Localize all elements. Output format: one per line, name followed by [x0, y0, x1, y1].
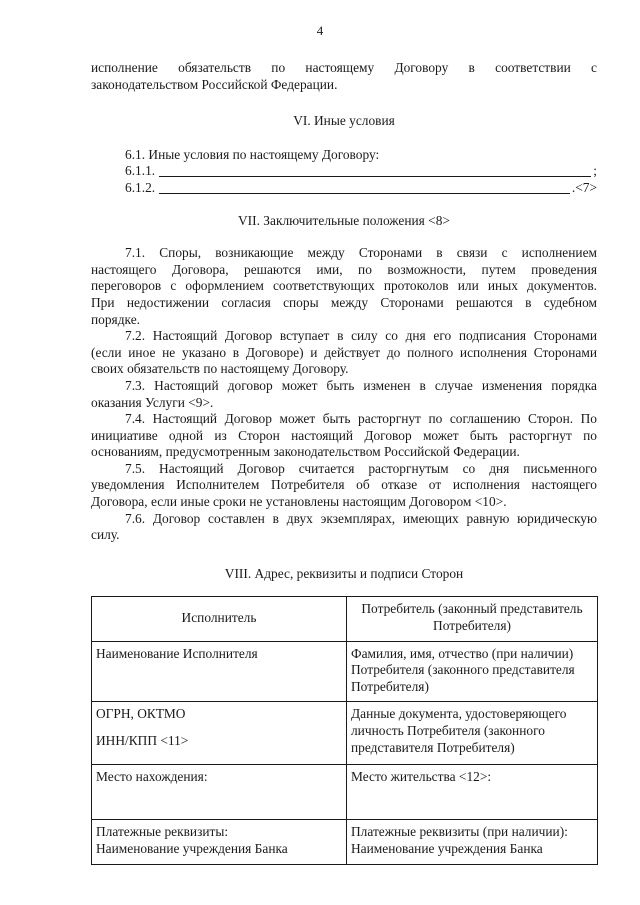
- table-row: [92, 765, 598, 820]
- executor-header: Исполнитель: [92, 597, 347, 641]
- clause-line: порядке.: [91, 311, 140, 327]
- cell-line: Данные документа, удостоверяющего: [351, 706, 567, 722]
- clause-line: 7.3. Настоящий договор может быть изменен в случае изменения порядка: [125, 377, 597, 393]
- item-6-1-1-label: 6.1.1.: [125, 163, 156, 179]
- clause-line: основаниям, предусмотренным законодательством Российской Федерации.: [91, 444, 520, 460]
- item-6-1-2-label: 6.1.2.: [125, 179, 156, 195]
- cell-line: Потребителя (законного представителя: [351, 662, 575, 678]
- blank-line: [159, 164, 591, 177]
- cell-line: Платежные реквизиты (при наличии):: [351, 824, 568, 840]
- clause-line: 7.2. Настоящий Договор вступает в силу со дня его подписания Сторонами: [125, 328, 597, 344]
- cell-line: Потребителя): [351, 678, 429, 694]
- consumer-header: Потребитель (законный представитель Потребителя): [347, 597, 598, 641]
- intro-line-1: исполнение обязательств по настоящему Договору в соответствии с: [91, 60, 597, 75]
- table-cell: [347, 820, 598, 864]
- section-8-title: VIII. Адрес, реквизиты и подписи Сторон: [224, 565, 464, 581]
- clause-line: оказания Услуги <9>.: [91, 394, 214, 410]
- item-6-1-1-line: [125, 163, 597, 180]
- cell-line: Фамилия, имя, отчество (при наличии): [351, 645, 574, 661]
- clause-line: переговоров с оформлением соответствующих протоколов или иных документов.: [91, 278, 597, 294]
- clause-line: 7.1. Споры, возникающие между Сторонами в связи с исполнением: [125, 245, 597, 261]
- clause-line: своих обязательств по настоящему Договору.: [91, 361, 349, 377]
- table-cell: [347, 765, 598, 820]
- section-7-title: VII. Заключительные положения <8>: [238, 212, 450, 228]
- cell-line: личность Потребителя (законного: [351, 723, 545, 738]
- cell-line: Платежные реквизиты:: [96, 824, 229, 840]
- item-6-1-2-line: [125, 180, 597, 197]
- cell-line: Наименование учреждения Банка: [351, 841, 543, 856]
- other-conditions: [91, 147, 597, 197]
- cell-line: представителя Потребителя): [351, 739, 515, 755]
- requisites-table: [91, 596, 598, 864]
- clause-7-5: [91, 461, 597, 511]
- cell-line: Наименование учреждения Банка: [96, 841, 288, 856]
- clause-7-4: [91, 411, 597, 461]
- table-cell: [92, 641, 347, 702]
- item-6-1: 6.1. Иные условия по настоящему Договору:: [125, 146, 380, 162]
- page-number: 4: [316, 23, 324, 38]
- clause-line: 7.6. Договор составлен в двух экземплярах, имеющих равную юридическую: [125, 510, 597, 526]
- section-6-title: VI. Иные условия: [293, 113, 395, 129]
- clause-line: уведомления Исполнителем Потребителя об отказе от исполнения настоящего: [91, 477, 597, 493]
- clause-7-3: [91, 378, 597, 411]
- clause-7-6: [91, 511, 597, 544]
- table-cell: [92, 702, 347, 765]
- intro-line-2: законодательством Российской Федерации.: [91, 76, 338, 92]
- blank-line: [159, 181, 570, 194]
- table-header-row: [92, 597, 598, 641]
- item-6-1-1-end: ;: [593, 163, 597, 179]
- table-cell: [92, 765, 347, 820]
- clause-line: инициативе одной из Сторон настоящий Договор может быть расторгнут по: [91, 427, 597, 443]
- table-cell: [347, 702, 598, 765]
- table-row: [92, 820, 598, 864]
- cell-line: ИНН/КПП <11>: [96, 733, 189, 748]
- clause-line: 7.5. Настоящий Договор считается расторгнутым со дня письменного: [125, 460, 597, 476]
- clause-7-1: [91, 245, 597, 328]
- table-cell: [347, 641, 598, 702]
- clause-line: 7.4. Настоящий Договор может быть расторгнут по соглашению Сторон. По: [125, 411, 597, 427]
- clause-line: При недостижении согласия споры между Сторонами решаются в судебном: [91, 294, 597, 310]
- clause-line: (если иное не указано в Договоре) и действует до полного исполнения Сторонами: [91, 344, 597, 360]
- cell-line: ОГРН, ОКТМО: [96, 706, 186, 722]
- table-cell: [92, 820, 347, 864]
- clause-7-2: [91, 328, 597, 378]
- clause-line: настоящего Договора, решаются ими, по возможности, путем проведения: [91, 261, 597, 277]
- table-row: [92, 702, 598, 765]
- clause-line: Договора, если иные сроки не установлены настоящим Договором <10>.: [91, 494, 507, 510]
- cell-line: Место жительства <12>:: [351, 769, 492, 785]
- cell-line: Место нахождения:: [96, 769, 208, 785]
- cell-line: Наименование Исполнителя: [96, 645, 258, 661]
- item-6-1-2-end: .<7>: [571, 179, 597, 195]
- clause-line: силу.: [91, 527, 120, 543]
- table-row: [92, 641, 598, 702]
- document-body: [91, 60, 597, 865]
